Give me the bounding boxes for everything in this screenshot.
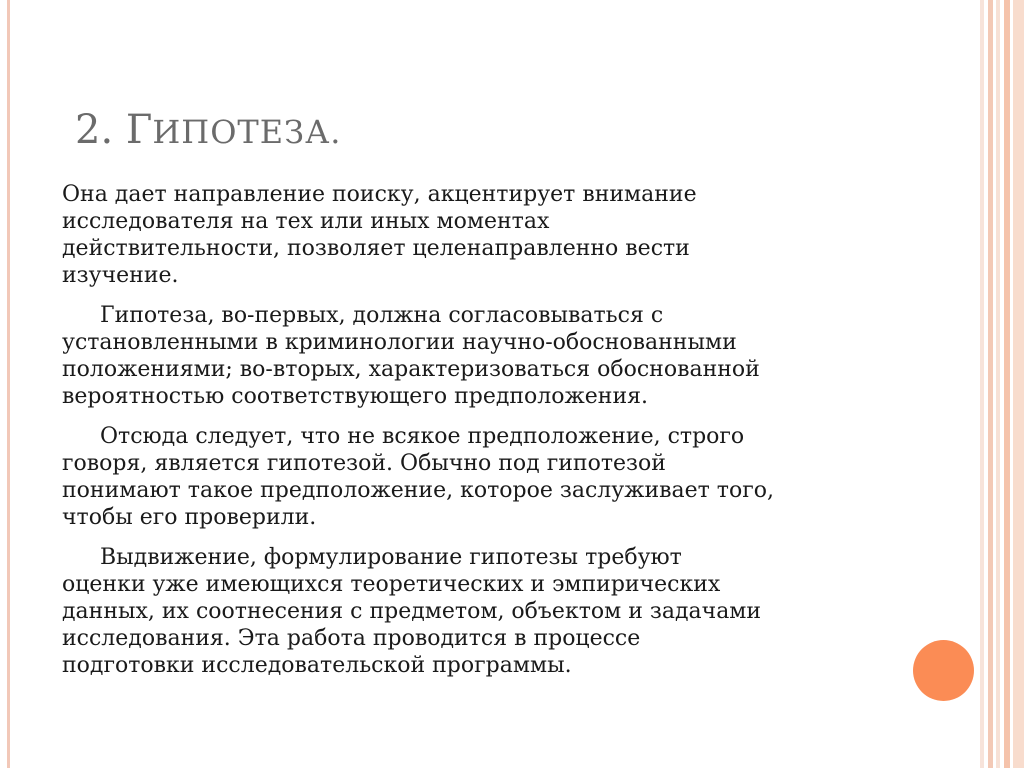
right-frame-stripe [988, 0, 993, 768]
right-frame-stripe [1004, 0, 1010, 768]
right-frame-stripe [1013, 0, 1024, 768]
right-frame-stripe [980, 0, 984, 768]
paragraph-1: Она дает направление поиску, акцентирует внимание исследователя на тех или иных моментах действительности, позволяет целенаправленно вести изучение. [62, 182, 697, 288]
slide-title [75, 104, 341, 158]
decorative-circle-icon [913, 640, 974, 701]
title-rest: ИПОТЕЗА. [152, 113, 342, 151]
title-initial: Г [125, 107, 153, 153]
title-number: 2. [75, 107, 126, 153]
paragraph-2: Гипотеза, во-первых, должна согласовываться с установленными в криминологии научно-обоснованными положениями; во-вторых, характеризоваться обоснованной вероятностью соответствующего предположения. [62, 303, 760, 409]
paragraph-4: Выдвижение, формулирование гипотезы требуют оценки уже имеющихся теоретических и эмпирических данных, их соотнесения с предметом, объектом и задачами исследования. Эта работа проводится в процессе подготовки исследовательской программы. [62, 545, 762, 678]
right-frame-stripe [996, 0, 1000, 768]
left-frame-stripe [7, 0, 10, 768]
paragraph-3: Отсюда следует, что не всякое предположение, строго говоря, является гипотезой. Обычно под гипотезой понимают такое предположение, которое заслуживает того, чтобы его проверили. [62, 424, 774, 530]
slide-body [62, 181, 912, 692]
